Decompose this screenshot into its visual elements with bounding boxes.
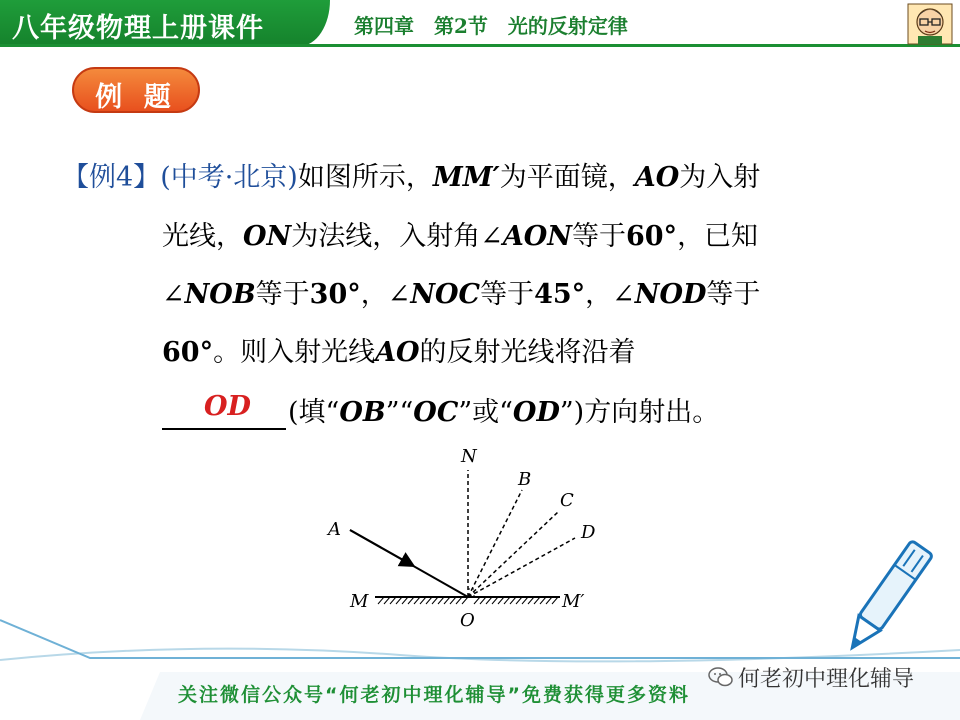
problem-line-3 bbox=[162, 277, 760, 313]
text-run: 如图所示， bbox=[297, 162, 433, 193]
problem-tag: 【例4】 bbox=[62, 162, 161, 193]
text-run: ”)方向射出。 bbox=[559, 397, 720, 428]
text-run: 为入射 bbox=[679, 162, 761, 193]
angle-60: 60° bbox=[625, 221, 678, 252]
watermark-text: 何老初中理化辅导 bbox=[738, 667, 915, 692]
text-run: 为法线，入射角∠ bbox=[291, 221, 503, 252]
label-a: A bbox=[328, 519, 341, 540]
text-run: 等于 bbox=[571, 221, 626, 252]
problem-line-5 bbox=[288, 395, 719, 431]
example-label: 例 题 bbox=[95, 82, 177, 113]
wechat-icon bbox=[708, 666, 734, 688]
label-n: N bbox=[461, 446, 477, 467]
answer-text: OD bbox=[204, 391, 251, 422]
symbol-od: OD bbox=[512, 397, 560, 428]
text-run: ∠ bbox=[162, 279, 185, 310]
label-m: M bbox=[350, 591, 369, 612]
ray-ob bbox=[468, 490, 522, 597]
symbol-nob: NOB bbox=[184, 279, 256, 310]
footer-promo-text: 关注微信公众号“何老初中理化辅导”免费获得更多资料 bbox=[178, 684, 690, 706]
answer-blank bbox=[162, 428, 286, 430]
text-run: 为平面镜， bbox=[499, 162, 635, 193]
symbol-noc: NOC bbox=[410, 279, 481, 310]
problem-line-1 bbox=[62, 160, 760, 196]
label-o: O bbox=[460, 610, 475, 631]
text-run: 等于 bbox=[706, 279, 761, 310]
text-run: 等于 bbox=[480, 279, 535, 310]
text-run: ”或“ bbox=[458, 397, 513, 428]
course-title-banner bbox=[0, 0, 330, 46]
course-title: 八年级物理上册课件 bbox=[12, 13, 264, 44]
symbol-ob: OB bbox=[339, 397, 386, 428]
angle-60b: 60° bbox=[162, 337, 214, 368]
symbol-ao: AO bbox=[375, 337, 420, 368]
symbol-ao: AO bbox=[634, 162, 680, 193]
text-run: ”“ bbox=[385, 397, 414, 428]
problem-line-2 bbox=[162, 219, 758, 255]
pen-icon bbox=[820, 536, 950, 666]
text-run: ，∠ bbox=[360, 279, 411, 310]
angle-45: 45° bbox=[534, 279, 586, 310]
problem-source: (中考·北京) bbox=[160, 162, 298, 193]
incident-arrow bbox=[350, 530, 412, 565]
label-c: C bbox=[560, 490, 574, 511]
angle-30: 30° bbox=[309, 279, 361, 310]
text-run: (填“ bbox=[288, 397, 340, 428]
header-divider bbox=[0, 44, 960, 47]
example-label-badge bbox=[72, 67, 200, 113]
symbol-mm: MM′ bbox=[432, 162, 500, 193]
text-run: 等于 bbox=[255, 279, 310, 310]
text-run: ，∠ bbox=[585, 279, 635, 310]
section-title: 第四章 第2节 光的反射定律 bbox=[354, 14, 628, 38]
problem-line-4 bbox=[162, 335, 636, 371]
teacher-avatar-icon bbox=[904, 0, 956, 46]
symbol-aon: AON bbox=[502, 221, 572, 252]
symbol-oc: OC bbox=[413, 397, 459, 428]
symbol-on: ON bbox=[243, 221, 292, 252]
text-run: 光线， bbox=[162, 221, 243, 252]
text-run: ，已知 bbox=[677, 221, 759, 252]
header-bar bbox=[0, 0, 960, 46]
text-run: 的反射光线将沿着 bbox=[419, 337, 636, 368]
text-run: 。则入射光线 bbox=[213, 337, 376, 368]
label-b: B bbox=[518, 469, 532, 490]
label-m-prime: M′ bbox=[562, 591, 585, 612]
symbol-nod: NOD bbox=[634, 279, 707, 310]
label-d: D bbox=[581, 522, 596, 543]
